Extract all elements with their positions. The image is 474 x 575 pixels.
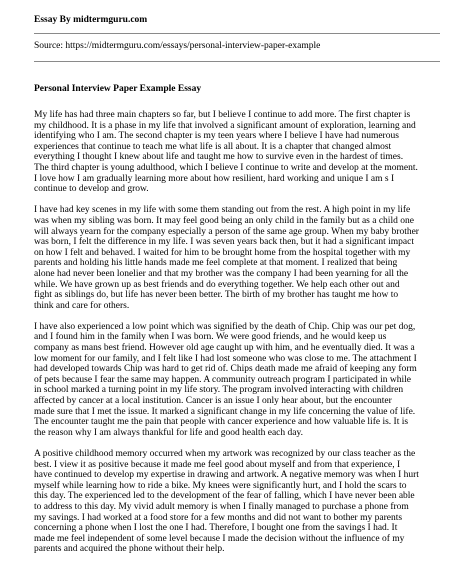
source-divider bbox=[34, 61, 440, 62]
essay-title: Personal Interview Paper Example Essay bbox=[34, 84, 202, 94]
essay-body bbox=[34, 110, 454, 566]
source-line: Source: https://midtermguru.com/essays/personal-interview-paper-example bbox=[34, 41, 321, 51]
header-divider bbox=[34, 33, 440, 34]
essay-paragraph: I have also experienced a low point which was signified by the death of Chip. Chip was our pet dog, and I found him in the family when I was born. We were good friends, and he would keep us company as mans best friend. However old age caught up with him, and he eventually died. It was a low moment for our family, and I felt like I had lost someone who was close to me. The attachment I had developed towards Chip was hard to get rid of. Chips death made me afraid of keeping any form of pets because I fear the same may happen. A community outreach program I participated in while in school marked a turning point in my life story. The program involved interacting with children affected by cancer at a local institution. Cancer is an issue I only hear about, but the encounter made sure that I met the issue. It marked a significant change in my life concerning the value of life. The encounter taught me the pain that people with cancer experience and how valuable life is. It is the reason why I am always thankful for life and good health each day. bbox=[34, 321, 417, 438]
essay-paragraph: I have had key scenes in my life with some them standing out from the rest. A high point in my life was when my sibling was born. It may feel good being an only child in the family but as a child one will always yearn for the company especially a person of the same age group. When my baby brother was born, I felt the difference in my life. I was seven years back then, but it had a significant impact on how I felt and behaved. I waited for him to be brought home from the hospital together with my parents and holding his little hands made me feel complete at that moment. I realized that being alone had never been lonelier and that my brother was the company I had been yearning for all the while. We have grown up as best friends and do everything together. We help each other out and fight as siblings do, but life has never been better. The birth of my brother has taught me how to think and care for others. bbox=[34, 205, 419, 311]
site-header-title: Essay By midtermguru.com bbox=[34, 15, 148, 25]
essay-paragraph: A positive childhood memory occurred when my artwork was recognized by our class teacher as the best. I view it as positive because it made me feel good about myself and from that experience, I have continued to develop my expertise in drawing and artwork. A negative memory was when I hurt myself while learning how to ride a bike. My knees were significantly hurt, and I hold the scars to this day. The experienced led to the development of the fear of falling, which I have never been able to address to this day. My vivid adult memory is when I finally managed to purchase a phone from my savings. I had worked at a food store for a few months and did not want to bother my parents concerning a phone when I lost the one I had. Therefore, I bought one from the savings I had. It made me feel independent of some level because I made the decision without the influence of my parents and acquired the phone without their help. bbox=[34, 449, 419, 555]
essay-paragraph: My life has had three main chapters so far, but I believe I continue to add more. The first chapter is my childhood. It is a phase in my life that involved a significant amount of exploration, learning and identifying who I am. The second chapter is my teen years where I believe I have had numerous experiences that continue to teach me what life is all about. It is a chapter that changed almost everything I thought I knew about life and taught me how to survive even in the hardest of times. The third chapter is young adulthood, which I believe I continue to write and develop at the moment. I love how I am gradually learning more about how resilient, hard working and unique I am s I continue to develop and grow. bbox=[34, 110, 418, 195]
